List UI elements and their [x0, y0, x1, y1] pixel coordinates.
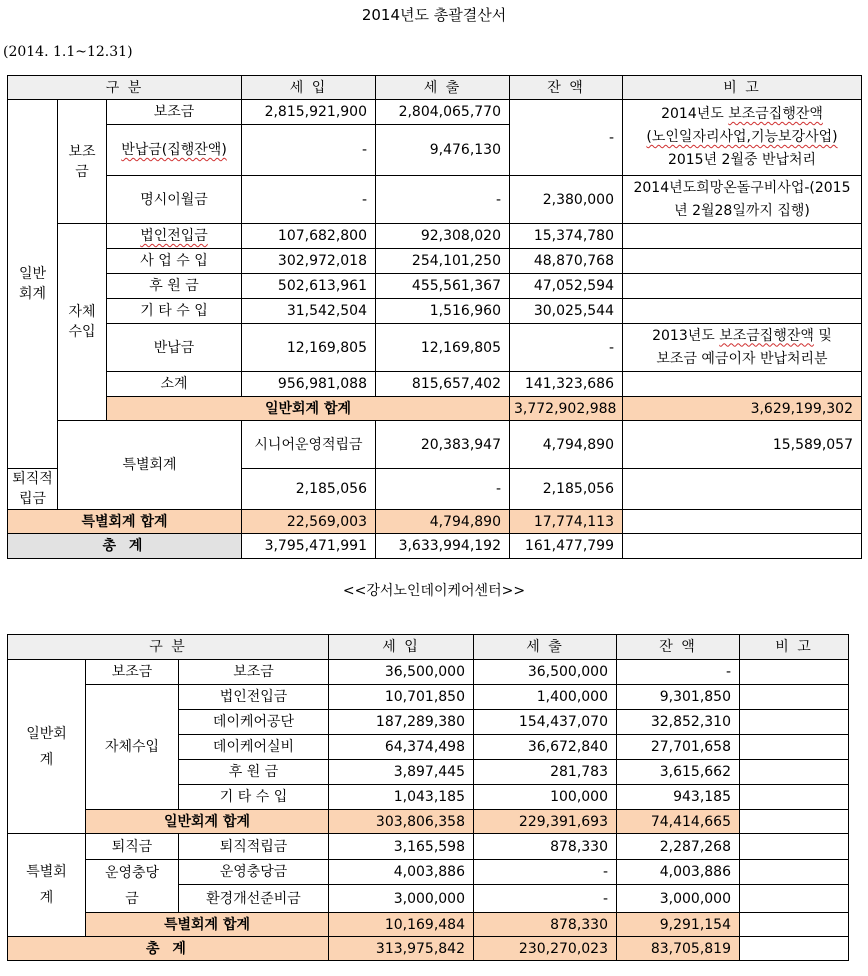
header-remark: 비 고: [740, 635, 849, 660]
remark-cell: [740, 860, 849, 885]
income-cell: -: [242, 125, 376, 176]
balance-cell: 4,003,886: [617, 860, 740, 885]
remark-cell: [623, 510, 862, 534]
table-row: [8, 299, 862, 324]
row-label: 총 계: [8, 937, 329, 961]
row-label: 데이케어공단: [179, 710, 329, 735]
table-row: [8, 660, 849, 685]
income-cell: 10,701,850: [329, 685, 474, 710]
income-cell: 313,975,842: [329, 937, 474, 961]
balance-cell: 2,185,056: [510, 469, 623, 510]
expense-cell: 2,804,065,770: [376, 100, 510, 125]
table-row: [8, 274, 862, 299]
expense-cell: 154,437,070: [474, 710, 617, 735]
summary-table: [7, 75, 862, 559]
self-income-group-label: 자체 수입: [58, 224, 107, 421]
income-cell: 3,795,471,991: [242, 534, 376, 559]
expense-cell: 878,330: [474, 913, 617, 937]
section-subtitle: <<강서노인데이케어센터>>: [342, 583, 526, 599]
expense-cell: 878,330: [474, 834, 617, 860]
document-title: 2014년도 총괄결산서: [361, 6, 507, 24]
subsidy-group-label: 보조금: [86, 660, 179, 685]
balance-cell: 83,705,819: [617, 937, 740, 961]
total-row: [8, 937, 849, 961]
income-cell: 20,383,947: [376, 421, 510, 469]
row-label: 후 원 금: [179, 760, 329, 785]
total-row: [8, 534, 862, 559]
expense-cell: 36,672,840: [474, 735, 617, 760]
row-label-text: 법인전입금: [140, 228, 208, 244]
row-label: 사 업 수 입: [107, 249, 242, 274]
header-expense: 세 출: [474, 635, 617, 660]
table-row: [8, 100, 862, 125]
row-label-text: 반납금(집행잔액): [121, 142, 227, 158]
balance-cell: 30,025,544: [510, 299, 623, 324]
row-label: 일반회계 합계: [86, 810, 329, 834]
income-cell: 3,897,445: [329, 760, 474, 785]
expense-cell: 281,783: [474, 760, 617, 785]
table-row: [8, 249, 862, 274]
remark-cell: [740, 885, 849, 913]
remark-cell: [740, 760, 849, 785]
remark-cell: [740, 834, 849, 860]
table-row: [8, 421, 862, 469]
table-row: [8, 324, 862, 372]
balance-cell: 17,774,113: [510, 510, 623, 534]
balance-cell: 9,291,154: [617, 913, 740, 937]
balance-cell: 15,589,057: [623, 421, 862, 469]
income-cell: 4,003,886: [329, 860, 474, 885]
remark-cell: [623, 249, 862, 274]
subtotal-row: [8, 372, 862, 397]
expense-cell: 815,657,402: [376, 372, 510, 397]
row-label: 기 타 수 입: [107, 299, 242, 324]
balance-cell: 15,374,780: [510, 224, 623, 249]
row-label: 소계: [107, 372, 242, 397]
remark-cell: [740, 685, 849, 710]
self-income-group-label: 자체수입: [86, 685, 179, 810]
general-account-label: 일반 회계: [8, 100, 58, 469]
remark-cell: [740, 660, 849, 685]
income-cell: 22,569,003: [242, 510, 376, 534]
remark-text: (노인일자리사업,기능보강사업): [646, 129, 838, 145]
income-cell: 2,185,056: [242, 469, 376, 510]
remark-cell: 2014년도희망온돌구비사업-(2015년 2월28일까지 집행): [623, 176, 862, 224]
header-row: [8, 635, 849, 660]
expense-cell: 100,000: [474, 785, 617, 810]
income-cell: 107,682,800: [242, 224, 376, 249]
expense-cell: 4,794,890: [510, 421, 623, 469]
remark-cell: [740, 913, 849, 937]
header-balance: 잔 액: [510, 76, 623, 100]
balance-cell: 161,477,799: [510, 534, 623, 559]
expense-cell: 92,308,020: [376, 224, 510, 249]
row-label: 특별회계 합계: [8, 510, 242, 534]
row-label: 명시이월금: [107, 176, 242, 224]
remark-cell: [623, 299, 862, 324]
income-cell: 36,500,000: [329, 660, 474, 685]
balance-cell: 141,323,686: [510, 372, 623, 397]
row-label: [107, 224, 242, 249]
income-cell: 31,542,504: [242, 299, 376, 324]
balance-cell: 3,615,662: [617, 760, 740, 785]
income-cell: 502,613,961: [242, 274, 376, 299]
table-row: [8, 685, 849, 710]
header-income: 세 입: [242, 76, 376, 100]
special-sum-row: [8, 510, 862, 534]
income-cell: 3,772,902,988: [510, 397, 623, 421]
remark-text: 및: [818, 327, 832, 344]
table-row: [8, 224, 862, 249]
header-remark: 비 고: [623, 76, 862, 100]
expense-cell: 4,794,890: [376, 510, 510, 534]
balance-cell: 9,301,850: [617, 685, 740, 710]
header-gubun: 구 분: [8, 76, 242, 100]
expense-cell: 229,391,693: [474, 810, 617, 834]
row-label: 데이케어실비: [179, 735, 329, 760]
income-cell: 64,374,498: [329, 735, 474, 760]
row-label: 시니어운영적립금: [242, 421, 376, 469]
remark-cell: [623, 372, 862, 397]
remark-cell: [623, 100, 862, 176]
expense-cell: 3,633,994,192: [376, 534, 510, 559]
row-label: 일반회계 합계: [107, 397, 510, 421]
row-label: 보조금: [107, 100, 242, 125]
balance-cell: 47,052,594: [510, 274, 623, 299]
special-account-label: 특별회 계: [8, 834, 86, 937]
remark-text: 보조금집행잔액: [728, 106, 823, 122]
operation-reserve-group-label: 운영충당 금: [86, 860, 179, 913]
remark-cell: [740, 785, 849, 810]
balance-cell: 27,701,658: [617, 735, 740, 760]
balance-cell: 2,287,268: [617, 834, 740, 860]
balance-cell: -: [617, 660, 740, 685]
row-label: 퇴직적립금: [179, 834, 329, 860]
remark-text: 보조금집행잔액: [719, 327, 814, 344]
row-label: 환경개선준비금: [179, 885, 329, 913]
expense-cell: 1,516,960: [376, 299, 510, 324]
period-label: (2014. 1.1~12.31): [3, 44, 133, 60]
table-row: [8, 176, 862, 224]
expense-cell: 230,270,023: [474, 937, 617, 961]
expense-cell: 12,169,805: [376, 324, 510, 372]
row-label: 운영충당금: [179, 860, 329, 885]
header-row: [8, 76, 862, 100]
row-label: 기 타 수 입: [179, 785, 329, 810]
row-label: 법인전입금: [179, 685, 329, 710]
remark-cell: [623, 534, 862, 559]
expense-cell: -: [474, 885, 617, 913]
subsidy-group-label: 보조 금: [58, 100, 107, 224]
income-cell: 12,169,805: [242, 324, 376, 372]
income-cell: 1,043,185: [329, 785, 474, 810]
remark-cell: [740, 810, 849, 834]
remark-cell: [623, 469, 862, 510]
balance-cell: 74,414,665: [617, 810, 740, 834]
general-sum-row: [8, 397, 862, 421]
remark-text: 2013년도: [652, 327, 715, 344]
balance-cell: 32,852,310: [617, 710, 740, 735]
balance-cell: -: [510, 100, 623, 176]
balance-cell: 3,000,000: [617, 885, 740, 913]
special-sum-row: [8, 913, 849, 937]
income-cell: 10,169,484: [329, 913, 474, 937]
balance-cell: 2,380,000: [510, 176, 623, 224]
expense-cell: -: [474, 860, 617, 885]
expense-cell: -: [376, 469, 510, 510]
general-account-label: 일반회 계: [8, 660, 86, 834]
header-balance: 잔 액: [617, 635, 740, 660]
general-sum-row: [8, 810, 849, 834]
table-row: [8, 834, 849, 860]
income-cell: 956,981,088: [242, 372, 376, 397]
expense-cell: 455,561,367: [376, 274, 510, 299]
header-gubun: 구 분: [8, 635, 329, 660]
income-cell: 187,289,380: [329, 710, 474, 735]
income-cell: 3,165,598: [329, 834, 474, 860]
row-label: 반납금: [107, 324, 242, 372]
remark-cell: [740, 735, 849, 760]
balance-cell: -: [510, 324, 623, 372]
row-label: 퇴직적립금: [8, 469, 58, 510]
remark-cell: [740, 937, 849, 961]
header-income: 세 입: [329, 635, 474, 660]
income-cell: -: [242, 176, 376, 224]
expense-cell: 36,500,000: [474, 660, 617, 685]
row-label: 후 원 금: [107, 274, 242, 299]
special-account-label: 특별회계: [58, 421, 242, 510]
remark-cell: [740, 710, 849, 735]
remark-cell: [623, 274, 862, 299]
row-label: [107, 125, 242, 176]
header-expense: 세 출: [376, 76, 510, 100]
income-cell: 3,000,000: [329, 885, 474, 913]
expense-cell: -: [376, 176, 510, 224]
expense-cell: 9,476,130: [376, 125, 510, 176]
remark-text: 2014년도: [661, 106, 724, 122]
remark-cell: [623, 324, 862, 372]
remark-text: 2015년 2월중 반납처리: [667, 152, 817, 168]
expense-cell: 254,101,250: [376, 249, 510, 274]
income-cell: 302,972,018: [242, 249, 376, 274]
row-label: 보조금: [179, 660, 329, 685]
balance-cell: 943,185: [617, 785, 740, 810]
row-label: 특별회계 합계: [86, 913, 329, 937]
remark-cell: [623, 224, 862, 249]
row-label: 총 계: [8, 534, 242, 559]
balance-cell: 48,870,768: [510, 249, 623, 274]
table-row: [8, 860, 849, 885]
expense-cell: 3,629,199,302: [623, 397, 862, 421]
expense-cell: 1,400,000: [474, 685, 617, 710]
income-cell: 2,815,921,900: [242, 100, 376, 125]
daycare-table: [7, 634, 849, 961]
retire-group-label: 퇴직금: [86, 834, 179, 860]
remark-text: 보조금 예금이자 반납처리분: [656, 350, 828, 367]
income-cell: 303,806,358: [329, 810, 474, 834]
